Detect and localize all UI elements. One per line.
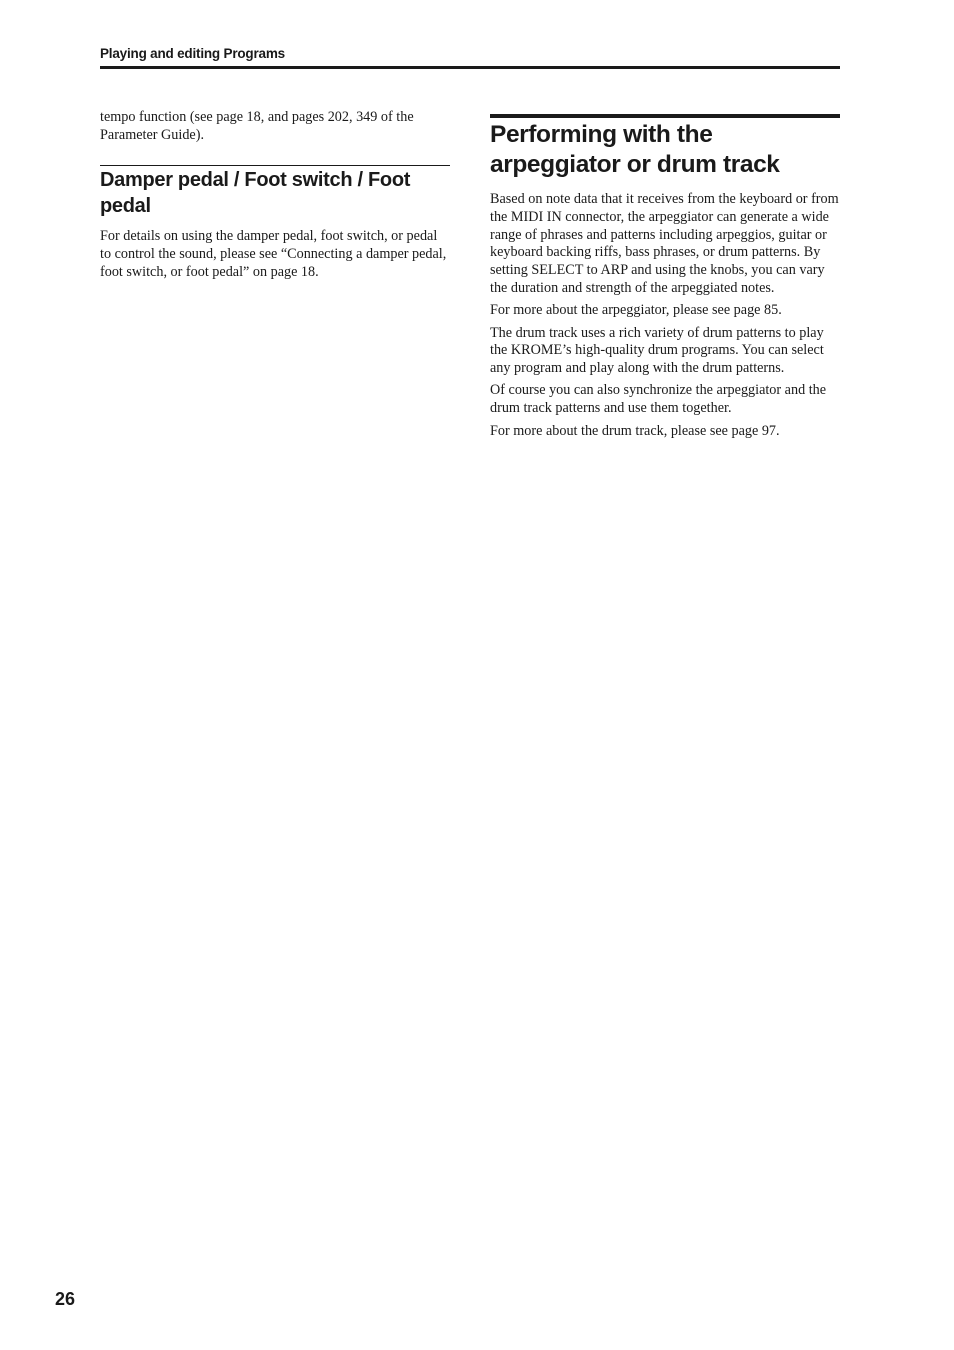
continued-paragraph-block bbox=[100, 109, 450, 145]
section-body-paragraph: For details on using the damper pedal, foot switch, or pedal to control the sound, please see “Connecting a damper pedal, foot switch, or foot pedal” on page 18. bbox=[100, 228, 447, 280]
main-heading-arpeggiator: Performing with the arpeggiator or drum track bbox=[490, 121, 780, 178]
paragraph-arpeggiator-intro: Based on note data that it receives from the keyboard or from the MIDI IN connector, the arpeggiator can generate a wide range of phrases and patterns including arpeggios, guitar or keyboard backing riffs, bass phrases, or drum patterns. By setting SELECT to ARP and using the knobs, you can vary the duration and strength of the arpeggiated notes. bbox=[490, 191, 839, 296]
section-body-block bbox=[100, 228, 450, 281]
page-number: 26 bbox=[55, 1289, 76, 1309]
paragraph-drum-track-intro: The drum track uses a rich variety of drum patterns to play the KROME’s high-quality drum programs. You can select any program and play along with the drum patterns. bbox=[490, 324, 824, 377]
running-head: Playing and editing Programs bbox=[100, 46, 285, 61]
main-heading-rule bbox=[490, 114, 840, 118]
section-rule bbox=[100, 165, 450, 166]
right-body-block bbox=[490, 191, 842, 445]
continued-paragraph: tempo function (see page 18, and pages 202, 349 of the Parameter Guide). bbox=[100, 109, 414, 143]
paragraph-arpeggiator-reference: For more about the arpeggiator, please see page 85. bbox=[490, 302, 782, 319]
section-heading-damper-pedal: Damper pedal / Foot switch / Foot pedal bbox=[100, 169, 411, 217]
paragraph-drum-track-reference: For more about the drum track, please see page 97. bbox=[490, 422, 780, 439]
paragraph-synchronize: Of course you can also synchronize the arpeggiator and the drum track patterns and use them together. bbox=[490, 382, 827, 417]
header-rule bbox=[100, 66, 840, 69]
